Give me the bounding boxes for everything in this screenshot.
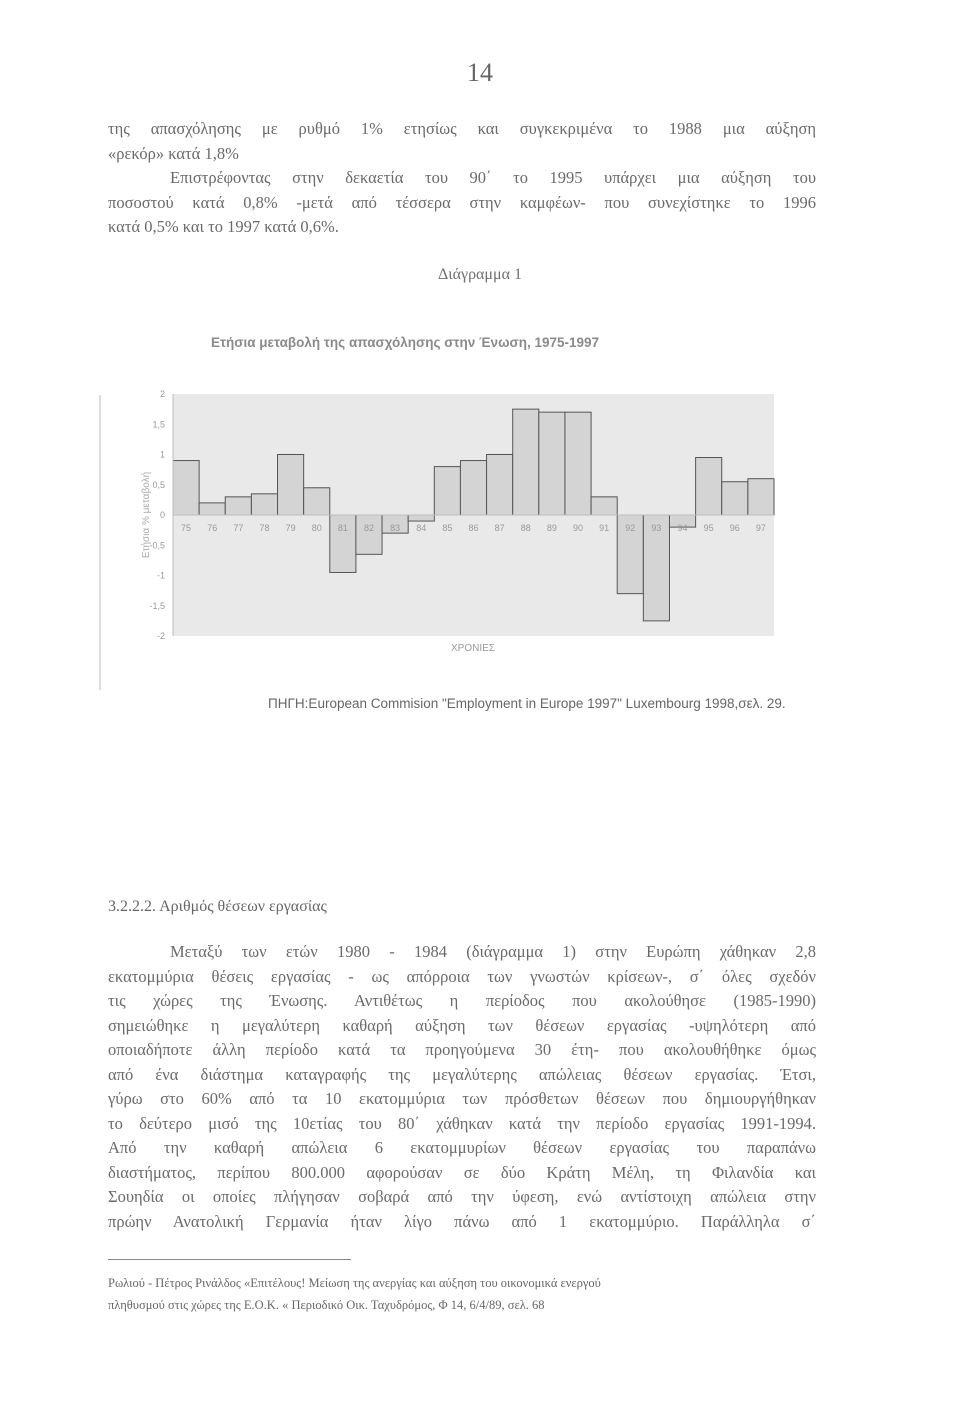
x-tick-label: 95: [703, 523, 714, 533]
bar-90: [565, 412, 591, 515]
chart-source: ΠΗΓΗ:European Commision "Employment in Europe 1997" Luxembourg 1998,σελ. 29.: [268, 696, 786, 711]
body-line: από ένα διάστημα καταγραφής της μεγαλύτερης απώλειας θέσεων εργασίας. Έτσι,: [108, 1064, 816, 1084]
x-tick-label: 90: [573, 523, 584, 533]
x-tick-label: 78: [259, 523, 270, 533]
body-line: Σουηδία οι οποίες πλήγησαν σοβαρά από την ύφεση, ενώ αντίστοιχη απώλεια στην: [108, 1187, 816, 1206]
bar-76: [199, 503, 225, 515]
x-tick-label: 77: [233, 523, 244, 533]
bar-82: [356, 515, 382, 554]
y-tick-label: -2: [156, 631, 165, 641]
bar-78: [251, 494, 277, 515]
bar-91: [591, 497, 617, 515]
bar-86: [460, 461, 486, 515]
bar-85: [434, 467, 460, 515]
intro-line: «ρεκόρ» κατά 1,8%: [108, 143, 239, 163]
x-tick-label: 87: [494, 523, 505, 533]
x-tick-label: 76: [207, 523, 218, 533]
bar-77: [225, 497, 251, 515]
bar-80: [304, 488, 330, 515]
y-tick-label: 1: [159, 449, 165, 460]
x-tick-label: 89: [546, 523, 557, 533]
x-tick-label: 96: [729, 523, 740, 533]
chart-svg: [95, 300, 815, 700]
y-tick-label: 2: [159, 389, 165, 399]
y-axis-label: Ετήσια % μεταβολή: [141, 471, 152, 559]
x-tick-label: 80: [311, 523, 322, 533]
bar-chart: [95, 300, 815, 720]
bar-75: [173, 461, 199, 515]
body-line: πρώην Ανατολική Γερμανία ήταν λίγο πάνω από 1 εκατομμύριο. Παράλληλα σ΄: [108, 1211, 816, 1231]
y-tick-label: -0,5: [149, 540, 165, 551]
intro-line: της απασχόλησης με ρυθμό 1% ετησίως και συγκεκριμένα το 1988 μια αύξηση: [108, 119, 816, 138]
footnote: [108, 1272, 818, 1316]
intro-paragraph: [108, 117, 816, 240]
intro-line: κατά 0,5% και το 1997 κατά 0,6%.: [108, 217, 339, 236]
section-heading: 3.2.2.2. Αριθμός θέσεων εργασίας: [108, 898, 327, 915]
x-tick-label: 84: [416, 523, 427, 533]
y-tick-label: 0,5: [152, 479, 165, 490]
body-line: εκατομμύρια θέσεις εργασίας - ως απόρροια των γνωστών κρίσεων-, σ΄ όλες σχεδόν: [108, 966, 816, 986]
y-tick-label: -1,5: [149, 600, 165, 611]
diagram-label: Διάγραμμα 1: [438, 266, 522, 283]
body-line: γύρω στο 60% από τα 10 εκατομμύρια των πρόσθετων θέσεων που δημιουργήθηκαν: [108, 1089, 816, 1108]
body-line: Μεταξύ των ετών 1980 - 1984 (διάγραμμα 1) στην Ευρώπη χάθηκαν 2,8: [170, 942, 816, 961]
body-paragraph: [108, 940, 816, 1234]
footnote-line: πληθυσμού στις χώρες της Ε.Ο.Κ. « Περιοδικό Οικ. Ταχυδρόμος, Φ 14, 6/4/89, σελ. 68: [108, 1298, 545, 1312]
bar-97: [748, 479, 774, 515]
intro-line: ποσοστού κατά 0,8% -μετά από τέσσερα στην καμφέων- που συνεχίστηκε το 1996: [108, 192, 816, 212]
body-line: σημειώθηκε η μεγαλύτερη καθαρή αύξηση των θέσεων εργασίας -υψηλότερη από: [108, 1015, 816, 1035]
footnote-separator: [108, 1259, 351, 1260]
bar-89: [539, 412, 565, 515]
x-tick-label: 79: [285, 523, 296, 533]
bar-88: [513, 409, 539, 515]
x-tick-label: 75: [181, 523, 192, 533]
y-tick-label: 1,5: [152, 419, 165, 430]
x-tick-label: 82: [363, 523, 374, 533]
page-number: 14: [467, 58, 493, 87]
x-axis-label: ΧΡΟΝΙΕΣ: [451, 643, 495, 654]
x-tick-label: 81: [337, 523, 348, 533]
x-tick-label: 88: [520, 523, 531, 533]
body-line: οποιαδήποτε άλλη περίοδο κατά τα προηγούμενα 30 έτη- που ακολουθήθηκε όμως: [108, 1040, 816, 1059]
x-tick-label: 94: [677, 523, 688, 533]
body-line: τις χώρες της Ένωσης. Αντιθέτως η περίοδος που ακολούθησε (1985-1990): [108, 991, 816, 1010]
body-line: Από την καθαρή απώλεια 6 εκατομμυρίων θέσεων εργασίας του παραπάνω: [108, 1138, 816, 1157]
x-tick-label: 93: [651, 523, 662, 533]
x-tick-label: 85: [442, 523, 453, 533]
chart-title: Ετήσια μεταβολή της απασχόλησης στην Ένωση, 1975-1997: [210, 335, 600, 350]
x-tick-label: 91: [599, 523, 610, 533]
x-tick-label: 83: [390, 523, 401, 533]
body-line: διαστήματος, περίπου 800.000 αφορούσαν σε δύο Κράτη Μέλη, τη Φιλανδία και: [108, 1162, 816, 1182]
bar-84: [408, 515, 434, 521]
x-tick-label: 86: [468, 523, 479, 533]
x-tick-label: 92: [625, 523, 636, 533]
bar-87: [487, 455, 513, 516]
bar-95: [696, 458, 722, 515]
intro-line: Επιστρέφοντας στην δεκαετία του 90΄ το 1995 υπάρχει μια αύξηση του: [170, 168, 816, 187]
body-line: το δεύτερο μισό της 10ετίας του 80΄ χάθηκαν κατά την περίοδο εργασίας 1991-1994.: [108, 1113, 816, 1133]
x-tick-label: 97: [755, 523, 766, 533]
y-tick-label: -1: [156, 570, 165, 581]
y-tick-label: 0: [159, 510, 165, 520]
bar-96: [722, 482, 748, 515]
bar-79: [278, 455, 304, 516]
footnote-line: Ρωλιού - Πέτρος Ρινάλδος «Επιτέλους! Μείωση της ανεργίας και αύξηση του οικονομικά ενεργού: [108, 1276, 601, 1290]
